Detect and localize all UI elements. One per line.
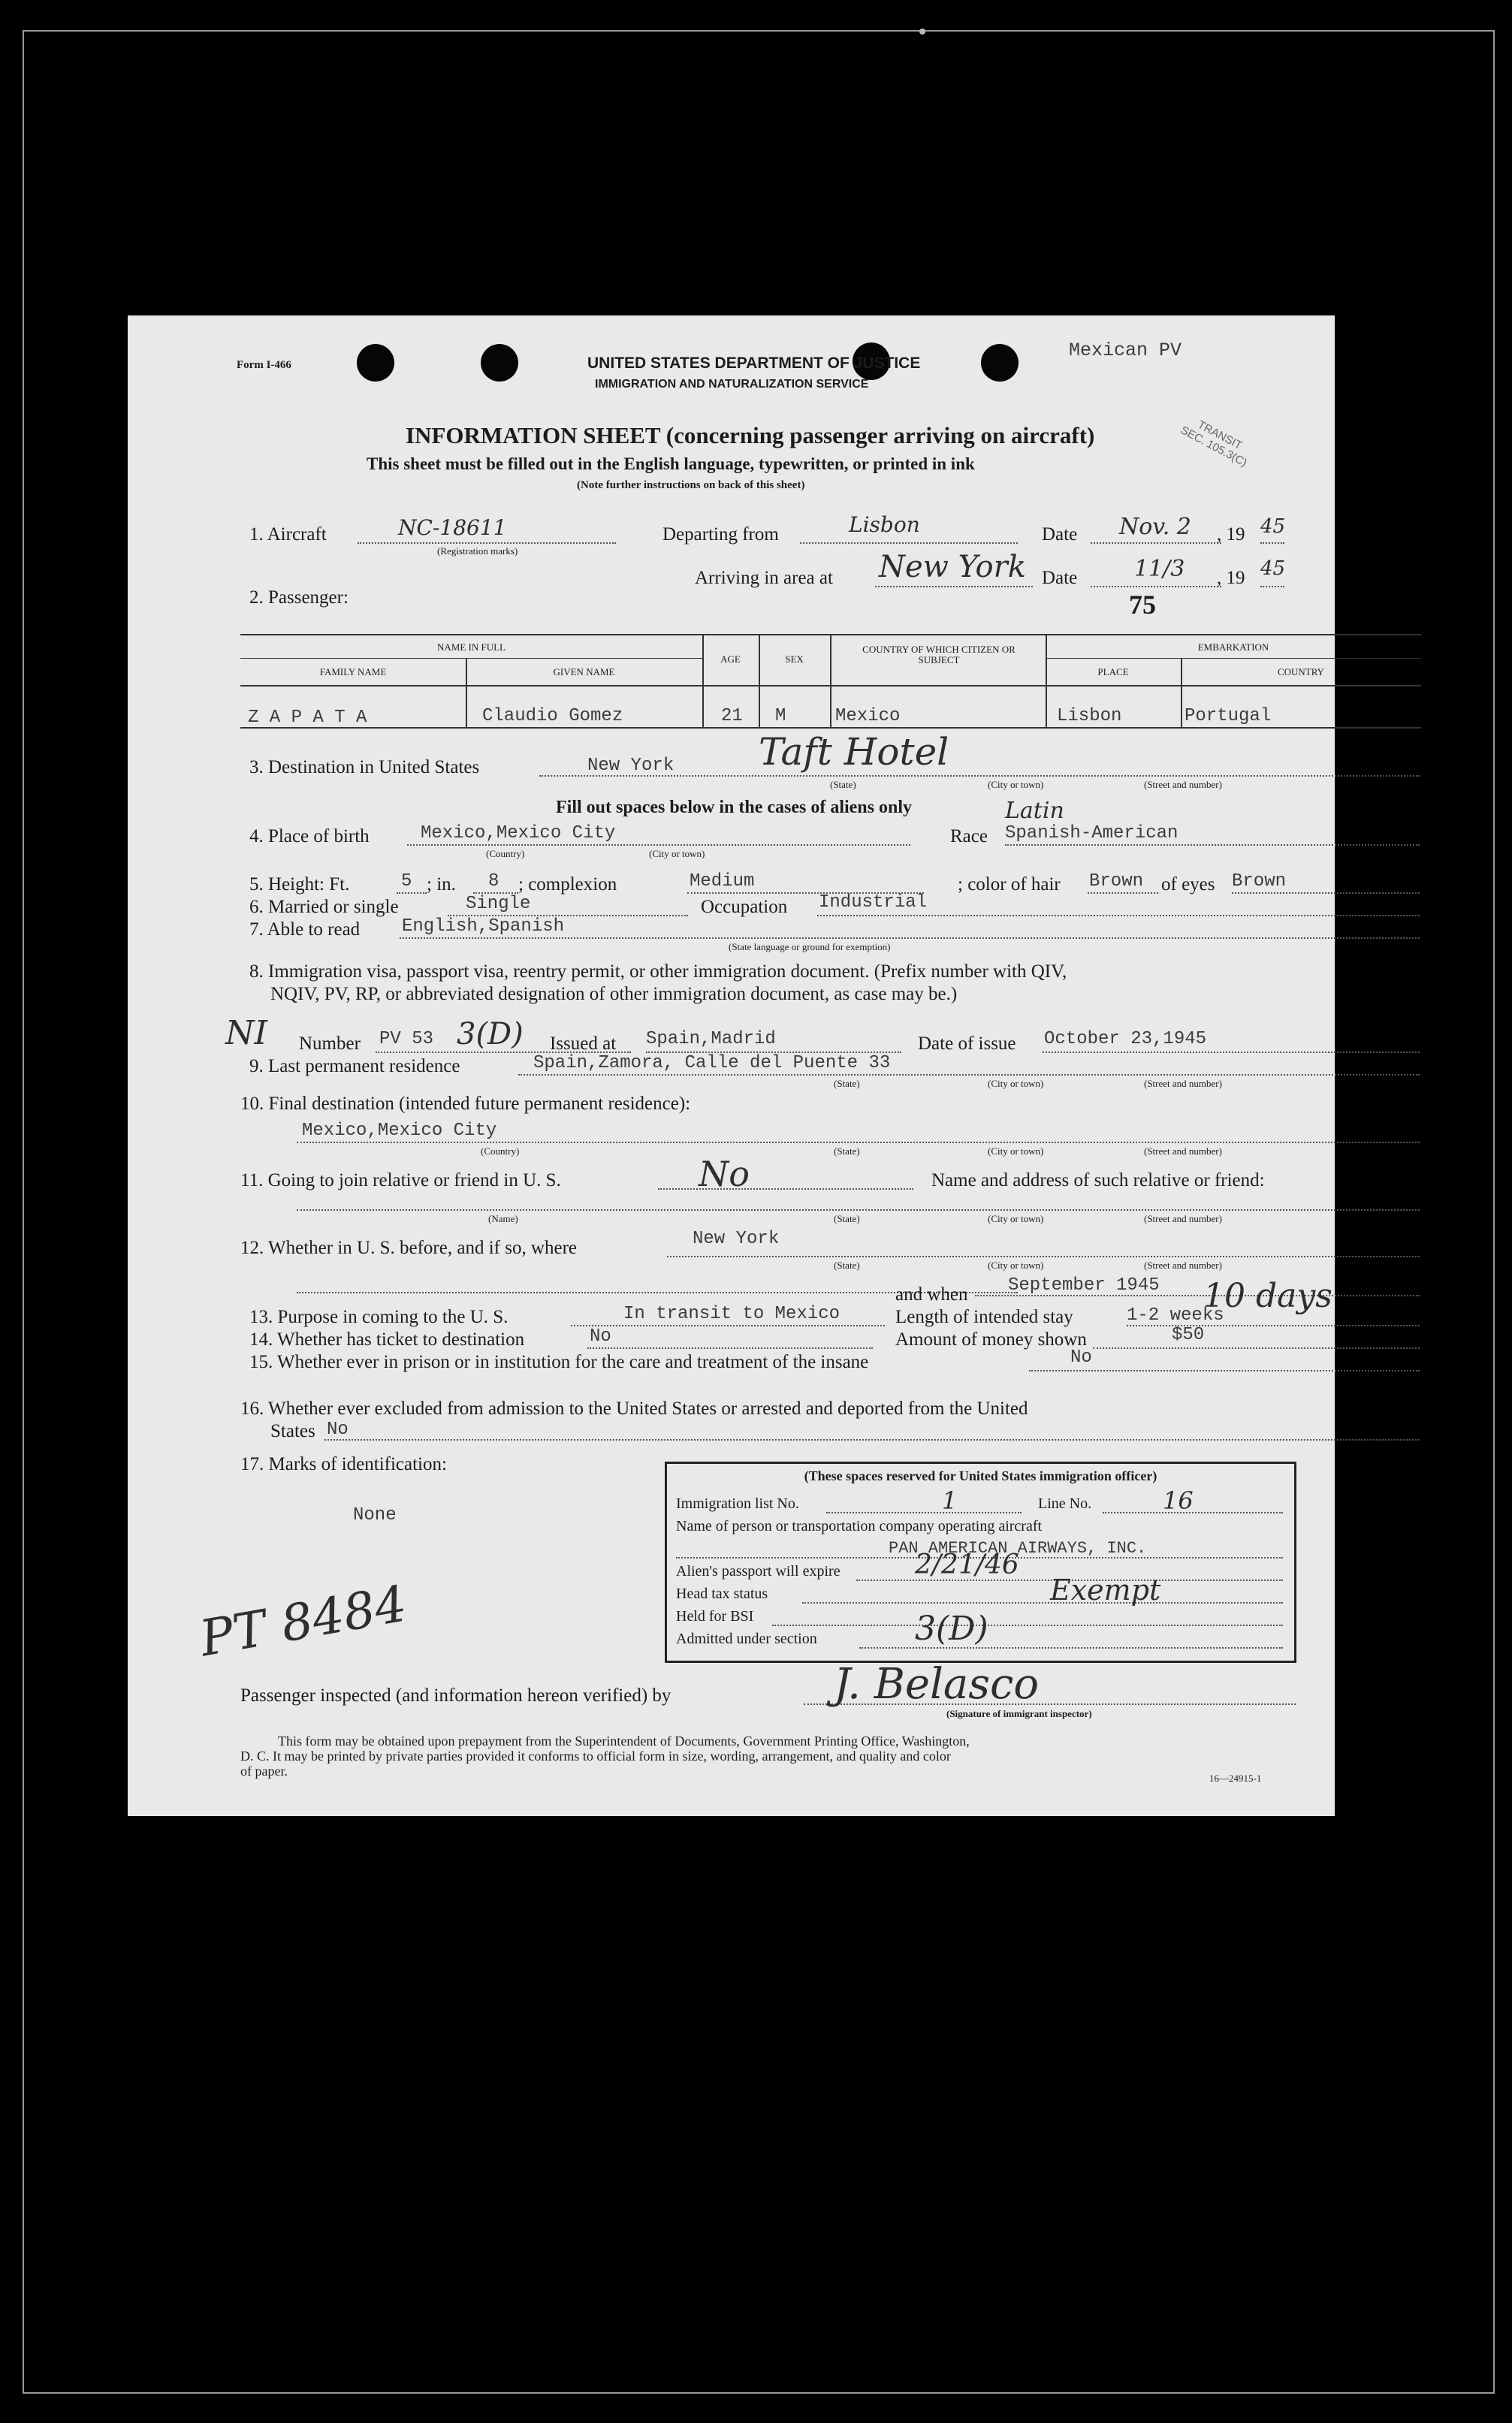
money-line <box>1093 1347 1420 1349</box>
birth-label: 4. Place of birth <box>249 826 370 846</box>
list-no-label: Immigration list No. <box>676 1495 799 1512</box>
date-issue-line <box>1043 1052 1420 1053</box>
footer-code: 16—24915-1 <box>1209 1773 1262 1784</box>
line-no-label: Line No. <box>1038 1495 1092 1512</box>
bsi-label: Held for BSI <box>676 1608 754 1625</box>
expire-value: 2/21/46 <box>915 1549 1019 1580</box>
height-ft-value: 5 <box>401 871 412 892</box>
final-state-label: (State) <box>834 1145 860 1157</box>
relative-state-label: (State) <box>834 1213 860 1224</box>
citizen-header: COUNTRY OF WHICH CITIZEN OR SUBJECT <box>862 644 1016 665</box>
hair-label: ; color of hair <box>958 874 1061 895</box>
destination-state-label: (State) <box>830 779 856 790</box>
destination-label: 3. Destination in United States <box>249 757 480 777</box>
form-number: Form I-466 <box>237 359 291 371</box>
signature-sublabel: (Signature of immigrant inspector) <box>946 1708 1092 1719</box>
film-frame-top <box>23 30 1495 32</box>
residence-label: 9. Last permanent residence <box>249 1056 460 1076</box>
before-label: 12. Whether in U. S. before, and if so, where <box>240 1238 578 1258</box>
date2-value: 11/3 <box>1134 556 1185 582</box>
footer-line1: This form may be obtained upon prepayment from the Superintendent of Documents, Government Printing Office, Washington, <box>278 1734 970 1749</box>
before-city-label: (City or town) <box>988 1260 1044 1271</box>
purpose-label: 13. Purpose in coming to the U. S. <box>249 1307 509 1327</box>
length-value: 1-2 weeks <box>1127 1305 1224 1326</box>
before-value: New York <box>693 1229 780 1249</box>
destination-street-label: (Street and number) <box>1144 779 1222 790</box>
year2-prefix: , 19 <box>1217 568 1245 588</box>
age-value: 21 <box>721 706 743 726</box>
when-label: and when <box>895 1284 968 1305</box>
table-embark-rule <box>1046 658 1421 659</box>
relative-label: 11. Going to join relative or friend in U. S. <box>240 1170 561 1190</box>
top-note: Mexican PV <box>1069 339 1182 361</box>
complexion-value: Medium <box>690 871 755 892</box>
operator-value: PAN AMERICAN AIRWAYS, INC. <box>889 1539 1147 1558</box>
sex-value: M <box>775 706 786 726</box>
age-header: AGE <box>720 653 741 665</box>
film-frame-left <box>23 30 24 2393</box>
embark-place-value: Lisbon <box>1057 706 1122 726</box>
visa-line1: 8. Immigration visa, passport visa, reentry permit, or other immigration document. (Prefix number with QIV, <box>249 961 1067 982</box>
relative-name-label: Name and address of such relative or friend: <box>931 1170 1265 1190</box>
birth-country-label: (Country) <box>486 848 525 859</box>
visa-hand-mark: NI <box>225 1014 267 1052</box>
read-line <box>400 937 1420 939</box>
prison-line <box>1029 1370 1420 1371</box>
family-name-value: Z A P A T A <box>248 708 367 728</box>
embark-country-value: Portugal <box>1185 706 1272 726</box>
family-name-header: FAMILY NAME <box>319 666 387 677</box>
purpose-value: In transit to Mexico <box>623 1304 841 1324</box>
year1-line <box>1260 542 1284 544</box>
ticket-value: No <box>590 1326 611 1347</box>
issued-label: Issued at <box>550 1033 617 1054</box>
film-speck <box>919 29 925 35</box>
form-note: (Note further instructions on back of this sheet) <box>577 479 805 491</box>
relative-street-label: (Street and number) <box>1144 1213 1222 1224</box>
hair-line <box>1088 892 1158 894</box>
before-line <box>667 1256 1420 1257</box>
marital-label: 6. Married or single <box>249 897 399 917</box>
residence-street-label: (Street and number) <box>1144 1078 1222 1089</box>
departing-label: Departing from <box>662 524 779 545</box>
prison-label: 15. Whether ever in prison or in institution for the care and treatment of the insane <box>249 1352 869 1372</box>
date1-line <box>1091 542 1221 544</box>
inspected-label: Passenger inspected (and information hereon verified) by <box>240 1685 671 1706</box>
final-city-label: (City or town) <box>988 1145 1044 1157</box>
form-title: INFORMATION SHEET (concerning passenger arriving on aircraft) <box>406 422 1095 448</box>
year1-value: 45 <box>1260 515 1286 538</box>
residence-city-label: (City or town) <box>988 1078 1044 1089</box>
birth-line <box>407 844 910 846</box>
form-subtitle: This sheet must be filled out in the English language, typewritten, or printed in ink <box>367 454 975 473</box>
departing-value: Lisbon <box>849 512 920 537</box>
departing-line <box>800 542 1018 544</box>
excluded-value: No <box>327 1420 349 1440</box>
race-line <box>1005 844 1420 846</box>
operator-label: Name of person or transportation company operating aircraft <box>676 1518 1043 1534</box>
information-sheet <box>128 315 1335 1816</box>
year1-prefix: , 19 <box>1217 524 1245 545</box>
excluded-line1: 16. Whether ever excluded from admission to the United States or arrested and deported from the United <box>240 1399 1028 1419</box>
service: IMMIGRATION AND NATURALIZATION SERVICE <box>595 378 869 391</box>
before-street-label: (Street and number) <box>1144 1260 1222 1271</box>
date-issue-value: October 23,1945 <box>1044 1029 1207 1049</box>
citizen-value: Mexico <box>835 706 901 726</box>
final-street-label: (Street and number) <box>1144 1145 1222 1157</box>
occupation-value: Industrial <box>819 892 928 913</box>
eyes-value: Brown <box>1232 871 1287 892</box>
residence-value: Spain,Zamora, Calle del Puente 33 <box>533 1053 891 1073</box>
visa-line2: NQIV, PV, RP, or abbreviated designation of other immigration document, as case may be.) <box>270 984 958 1004</box>
final-value: Mexico,Mexico City <box>302 1121 497 1141</box>
number-value: PV 53 <box>379 1029 434 1049</box>
hair-value: Brown <box>1089 871 1144 892</box>
read-label: 7. Able to read <box>249 919 361 940</box>
passenger-label: 2. Passenger: <box>249 587 349 608</box>
officer-reserved-box <box>665 1462 1296 1663</box>
ticket-label: 14. Whether has ticket to destination <box>249 1329 525 1350</box>
registration-sublabel: (Registration marks) <box>437 545 518 557</box>
arriving-label: Arriving in area at <box>695 568 833 588</box>
sex-header: SEX <box>785 653 804 665</box>
marital-value: Single <box>466 894 531 914</box>
aircraft-line <box>358 542 616 544</box>
inspector-signature: J. Belasco <box>834 1660 1040 1709</box>
inches-label: ; in. <box>427 874 456 895</box>
marks-label: 17. Marks of identification: <box>240 1454 447 1474</box>
film-frame-right <box>1493 30 1495 2393</box>
emb-country-header: COUNTRY <box>1277 666 1325 677</box>
birth-city-label: (City or town) <box>649 848 705 859</box>
when-value: September 1945 <box>1008 1275 1160 1296</box>
complexion-label: ; complexion <box>518 874 617 895</box>
eyes-line <box>1232 892 1420 894</box>
bsi-line <box>772 1625 1283 1626</box>
table-col-3 <box>759 634 760 727</box>
relative-address-line <box>297 1209 1420 1211</box>
page-number: 75 <box>1129 590 1156 620</box>
list-no-value: 1 <box>942 1486 958 1515</box>
table-col-2 <box>702 634 704 727</box>
purpose-line <box>571 1325 885 1326</box>
table-col-4 <box>830 634 831 727</box>
length-hand: 10 days <box>1203 1277 1332 1315</box>
destination-state: New York <box>587 756 675 776</box>
race-label: Race <box>950 826 988 846</box>
birth-value: Mexico,Mexico City <box>421 823 616 843</box>
residence-line <box>518 1074 1420 1076</box>
section-label: Admitted under section <box>676 1631 817 1647</box>
expire-label: Alien's passport will expire <box>676 1563 841 1580</box>
punch-hole-2 <box>481 344 518 382</box>
eyes-label: of eyes <box>1161 874 1215 895</box>
height-label: 5. Height: Ft. <box>249 874 350 895</box>
aircraft-label: 1. Aircraft <box>249 524 327 545</box>
given-name-value: Claudio Gomez <box>482 706 623 726</box>
table-name-rule <box>240 658 702 659</box>
relative-city-label: (City or town) <box>988 1213 1044 1224</box>
line-no-value: 16 <box>1163 1486 1194 1515</box>
given-name-header: GIVEN NAME <box>553 666 615 677</box>
date-issue-label: Date of issue <box>918 1033 1016 1054</box>
relative-name-sublabel: (Name) <box>488 1213 518 1224</box>
height-ft-line <box>397 892 427 894</box>
money-value: $50 <box>1172 1325 1205 1345</box>
race-value: Spanish-American <box>1005 823 1179 843</box>
headtax-line <box>802 1602 1283 1604</box>
aliens-note: Fill out spaces below in the cases of aliens only <box>556 798 913 817</box>
excluded-line <box>324 1439 1420 1441</box>
date2-line <box>1091 586 1221 587</box>
table-bottom-rule <box>240 727 1421 729</box>
excluded-states-label: States <box>270 1421 315 1441</box>
length-label: Length of intended stay <box>895 1307 1073 1327</box>
relative-line <box>658 1188 913 1190</box>
arriving-line <box>875 586 1033 587</box>
ticket-line <box>587 1347 873 1349</box>
residence-state-label: (State) <box>834 1078 860 1089</box>
date1-value: Nov. 2 <box>1119 514 1191 540</box>
date1-label: Date <box>1042 524 1078 545</box>
number-label: Number <box>299 1033 361 1054</box>
year2-value: 45 <box>1260 557 1286 580</box>
occupation-line <box>817 915 1420 916</box>
final-country-label: (Country) <box>481 1145 520 1157</box>
date2-label: Date <box>1042 568 1078 588</box>
section-value: 3(D) <box>915 1610 988 1648</box>
reserved-header: (These spaces reserved for United States immigration officer) <box>804 1468 1157 1483</box>
number-hand: 3(D) <box>457 1017 524 1052</box>
money-label: Amount of money shown <box>895 1329 1087 1350</box>
marks-value: None <box>353 1505 397 1525</box>
punch-hole-1 <box>357 344 394 382</box>
transit-stamp: TRANSIT SEC. 105.3(C) <box>1178 418 1250 469</box>
read-note: (State language or ground for exemption) <box>729 941 891 952</box>
inches-value: 8 <box>488 871 499 892</box>
relative-value: No <box>699 1154 750 1194</box>
destination-city-label: (City or town) <box>988 779 1044 790</box>
final-label: 10. Final destination (intended future permanent residence): <box>240 1094 691 1114</box>
headtax-value: Exempt <box>1050 1574 1161 1607</box>
occupation-label: Occupation <box>701 897 788 917</box>
final-line <box>297 1142 1420 1143</box>
footer-line2: D. C. It may be printed by private parties provided it conforms to official form in size, wording, arrangement, and quality and color <box>240 1749 951 1764</box>
before-state-label: (State) <box>834 1260 860 1271</box>
arriving-value: New York <box>879 550 1026 584</box>
punch-hole-4 <box>981 344 1019 382</box>
destination-hand: Taft Hotel <box>759 730 949 774</box>
place-header: PLACE <box>1097 666 1129 677</box>
department: UNITED STATES DEPARTMENT OF JUSTICE <box>587 355 921 372</box>
footer-line3: of paper. <box>240 1764 288 1779</box>
year2-line <box>1260 586 1284 587</box>
embarkation-header: EMBARKATION <box>1197 641 1269 653</box>
prison-value: No <box>1070 1347 1092 1368</box>
film-frame-bottom <box>23 2392 1495 2394</box>
aircraft-value: NC-18611 <box>398 515 507 540</box>
issued-value: Spain,Madrid <box>646 1029 776 1049</box>
headtax-label: Head tax status <box>676 1586 768 1602</box>
list-no-line <box>826 1512 1022 1513</box>
read-value: English,Spanish <box>402 916 565 937</box>
marks-hand-number: PT 8484 <box>195 1574 411 1668</box>
name-in-full-header: NAME IN FULL <box>437 641 506 653</box>
race-hand: Latin <box>1005 798 1064 824</box>
